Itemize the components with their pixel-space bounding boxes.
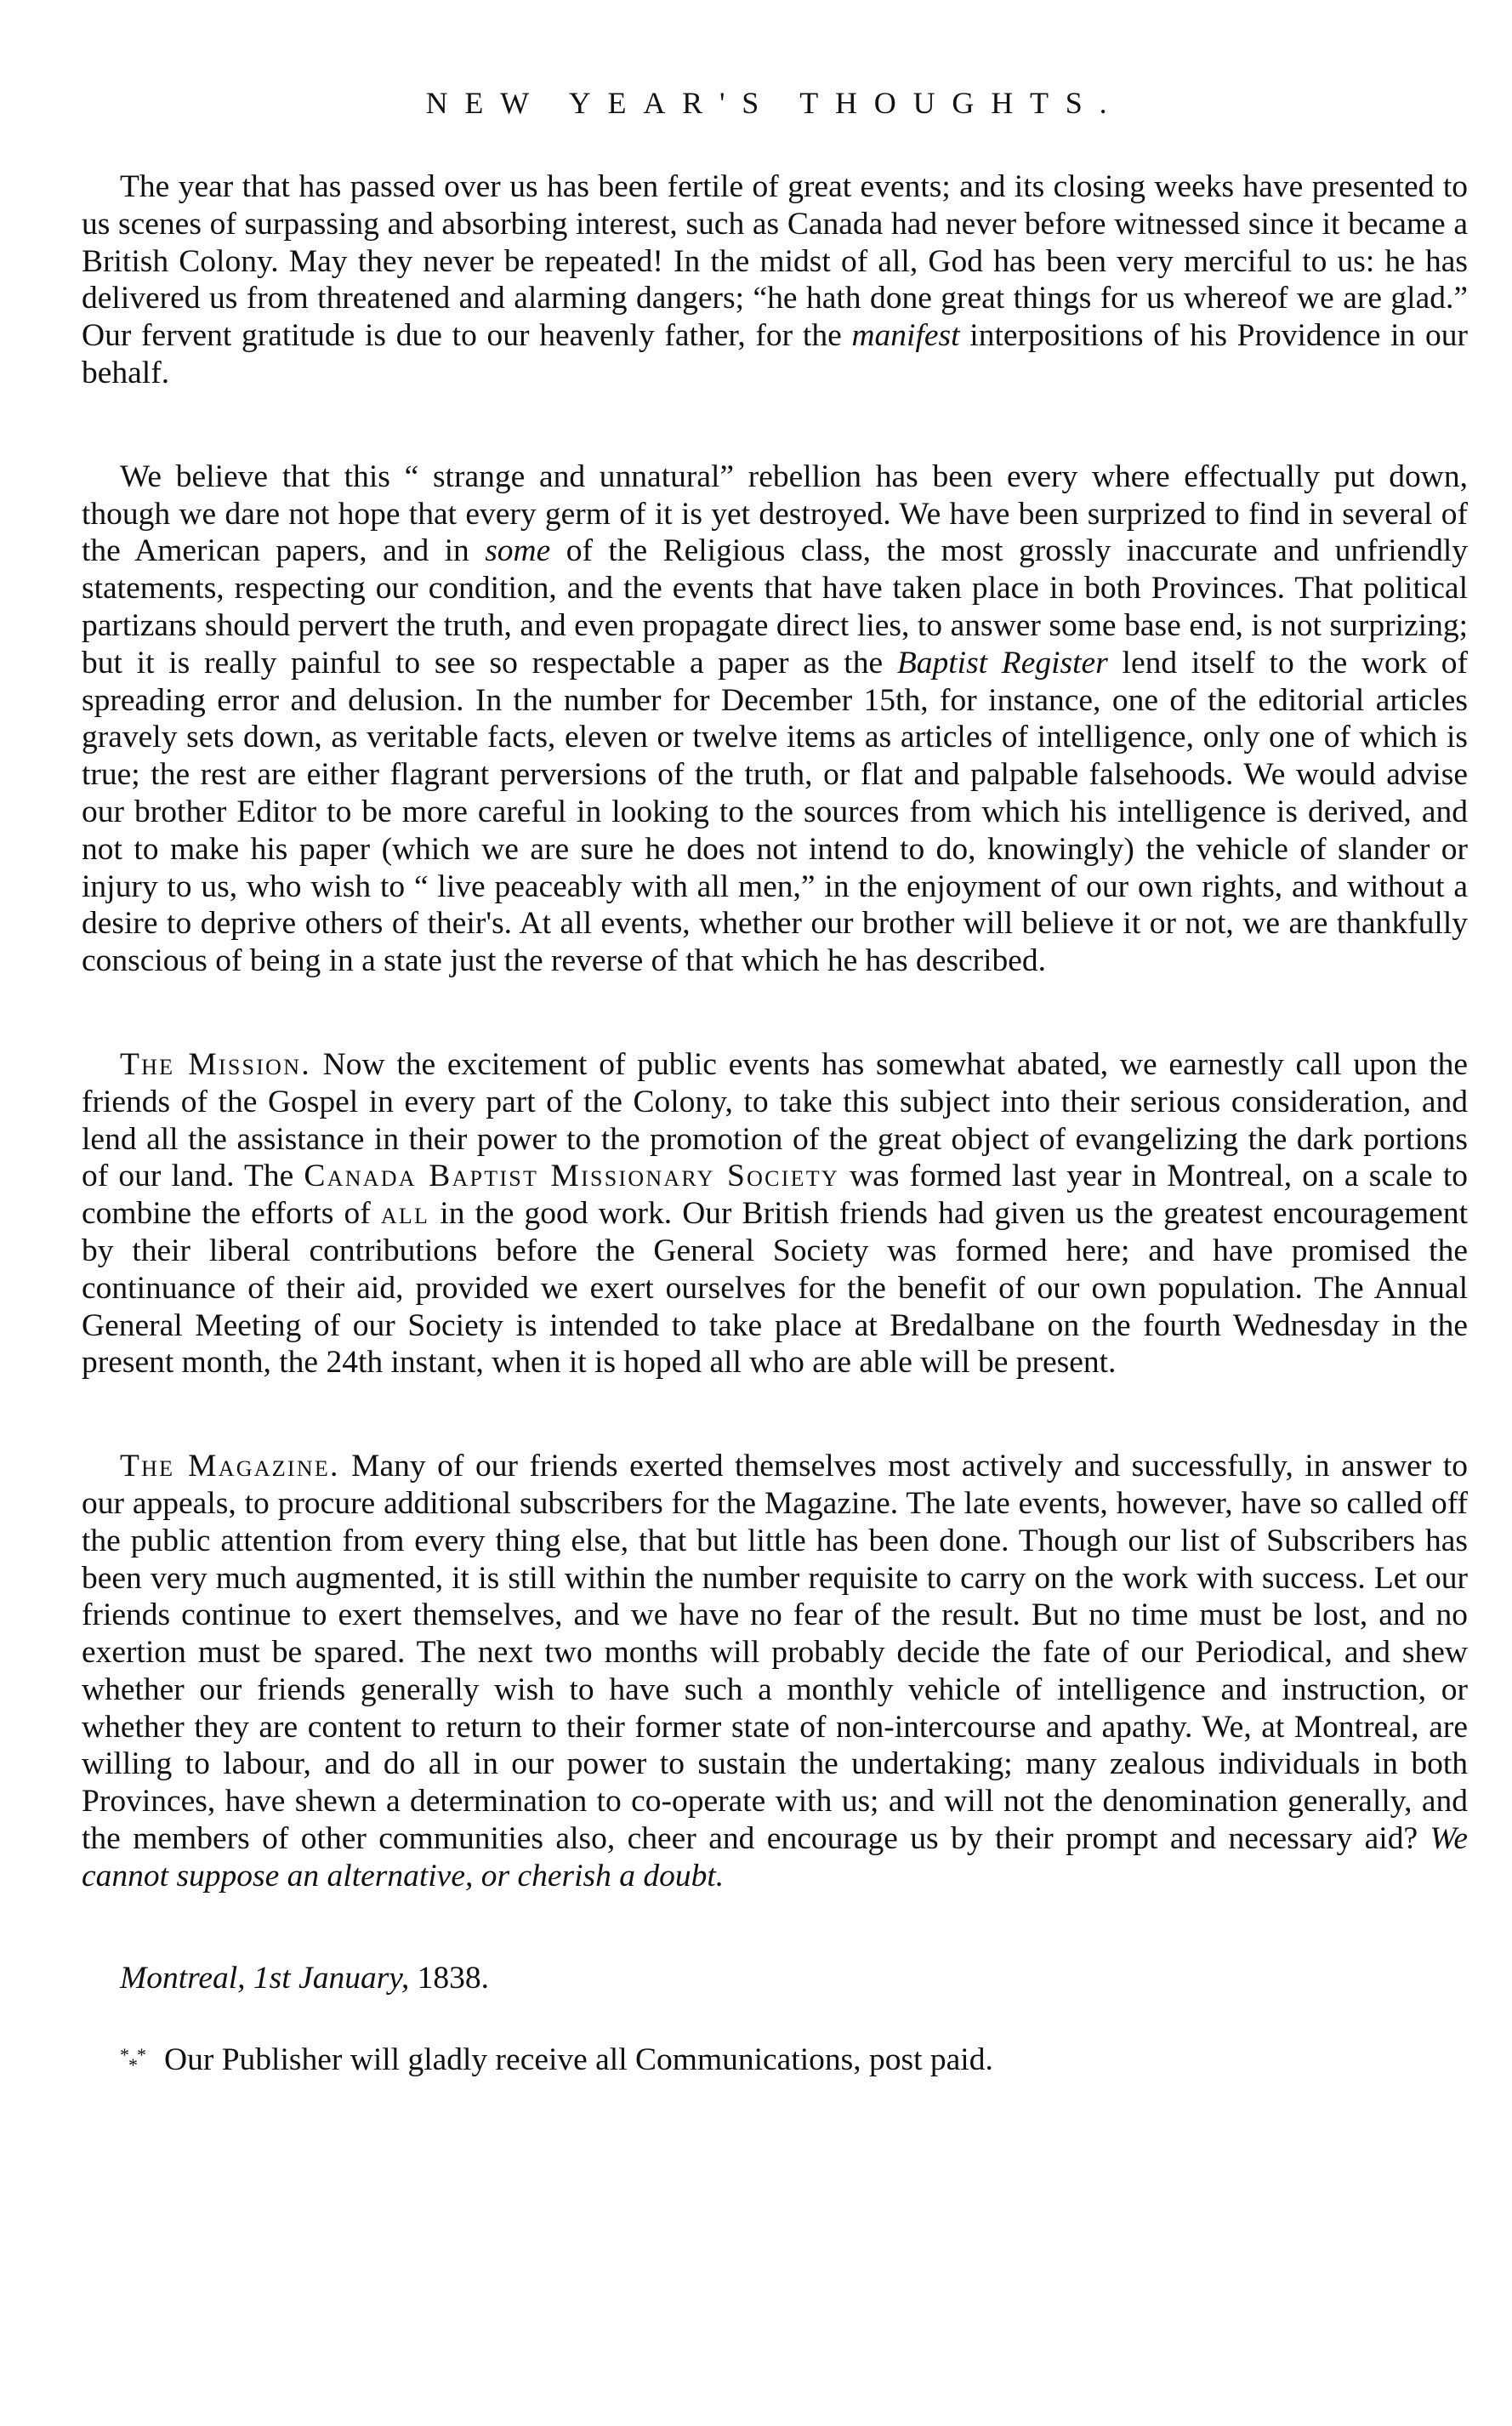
page-title: NEW YEAR'S THOUGHTS. xyxy=(425,86,1124,120)
paragraph-magazine xyxy=(82,1448,1468,1895)
section-heading-mission: The Mission. xyxy=(120,1046,311,1082)
text-run: in the good work. Our British friends had given us the greatest encouragement by their liberal contributions before the General Society was formed here; and have promised the continuance of their aid, provided we exert ourselves for the benefit of our own population. The Annual General Meeting of our Society is intended to take place at Bredalbane on the fourth Wednesday in the present month, the 24th instant, when it is hoped all who are able will be present. xyxy=(82,1196,1468,1381)
text-run: We believe that this “ strange and unnatural” rebellion has been every where effectually put down, though we dare not hope that every germ of it is yet destroyed. We have been surprized to find in several of the American papers, and in xyxy=(82,458,1468,569)
asterism-icon: * * * xyxy=(120,2043,146,2076)
section-heading-magazine: The Magazine. xyxy=(120,1449,340,1484)
emphasis-text: manifest xyxy=(851,318,960,354)
document-page xyxy=(82,85,1468,2079)
emphasis-text: We cannot suppose an alternative, or cherish a doubt. xyxy=(82,1821,1468,1894)
society-name: Canada Baptist Missionary Society xyxy=(304,1159,839,1194)
paragraph-year-review xyxy=(82,168,1468,392)
emphasis-text: some xyxy=(485,533,551,569)
emphasis-text: Baptist Register xyxy=(896,645,1108,681)
dateline-year: 1838. xyxy=(409,1960,489,1996)
text-run: Many of our friends exerted themselves most actively and successfully, in answer to our appeals, to procure additional subscribers for the Magazine. The late events, however, have so called off the public attention from every thing else, that but little has been done. Though our list of Subscribers has been very much augmented, it is still within the number requisite to carry on the work with success. Let our friends continue to exert themselves, and we have no fear of the result. But no time must be lost, and no exertion must be spared. The next two months will probably decide the fate of our Periodical, and shew whether our friends generally wish to have such a monthly vehicle of intelligence and instruction, or whether they are content to return to their former state of non-intercourse and apathy. We, at Montreal, are willing to labour, and do all in our power to sustain the undertaking; many zealous individuals in both Provinces, have shewn a determination to co-operate with us; and will not the denomination generally, and the members of other communities also, cheer and encourage us by their prompt and necessary aid? xyxy=(82,1449,1469,1857)
notice-text: Our Publisher will gladly receive all Communications, post paid. xyxy=(164,2042,993,2077)
text-run: The year that has passed over us has been fertile of great events; and its closing weeks have presented to us scenes of surpassing and absorbing interest, such as Canada had never before witnessed since it became a British Colony. May they never be repeated! In the midst of all, God has been very merciful to us: he has delivered us from threatened and alarming dangers; “he hath done great things for us whereof we are glad.” Our fervent gratitude is due to our heavenly father, for the xyxy=(82,169,1468,354)
text-run: was formed last year in Montreal, on a scale to combine the efforts of xyxy=(82,1159,1468,1232)
text-run: of the Religious class, the most grossly inaccurate and unfriendly statements, respecting our condition, and the events that have taken place in both Provinces. That political partizans should pervert the truth, and even propagate direct lies, to answer some base end, is not surprizing; but it is really painful to see so respectable a paper as the xyxy=(82,533,1468,681)
text-run: Now the excitement of public events has somewhat abated, we earnestly call upon the friends of the Gospel in every part of the Colony, to take this subject into their serious consideration, and lend all the assistance in their power to the promotion of the great object of evangelizing the dark portions of our land. The xyxy=(82,1046,1469,1194)
text-run: interpositions of his Providence in our behalf. xyxy=(82,318,1468,390)
dateline-date: 1st January, xyxy=(253,1960,410,1996)
publisher-notice xyxy=(82,2042,1468,2079)
dateline-place: Montreal, xyxy=(120,1960,246,1996)
text-run: lend itself to the work of spreading error and delusion. In the number for December 15th, for instance, one of the editorial articles gravely sets down, as veritable facts, eleven or twelve items as articles of intelligence, only one of which is true; the rest are either flagrant perversions of the truth, or flat and palpable falsehoods. We would advise our brother Editor to be more careful in looking to the sources from which his intelligence is derived, and not to make his paper (which we are sure he does not intend to do, knowingly) the vehicle of slander or injury to us, who wish to “ live peaceably with all men,” in the enjoyment of our own rights, and without a desire to deprive others of their's. At all events, whether our brother will believe it or not, we are thankfully conscious of being in a state just the reverse of that which he has described. xyxy=(82,645,1468,979)
paragraph-mission xyxy=(82,1046,1468,1381)
emphasis-all: all xyxy=(380,1196,430,1232)
paragraph-rebellion xyxy=(82,458,1468,980)
dateline xyxy=(82,1960,1468,1997)
